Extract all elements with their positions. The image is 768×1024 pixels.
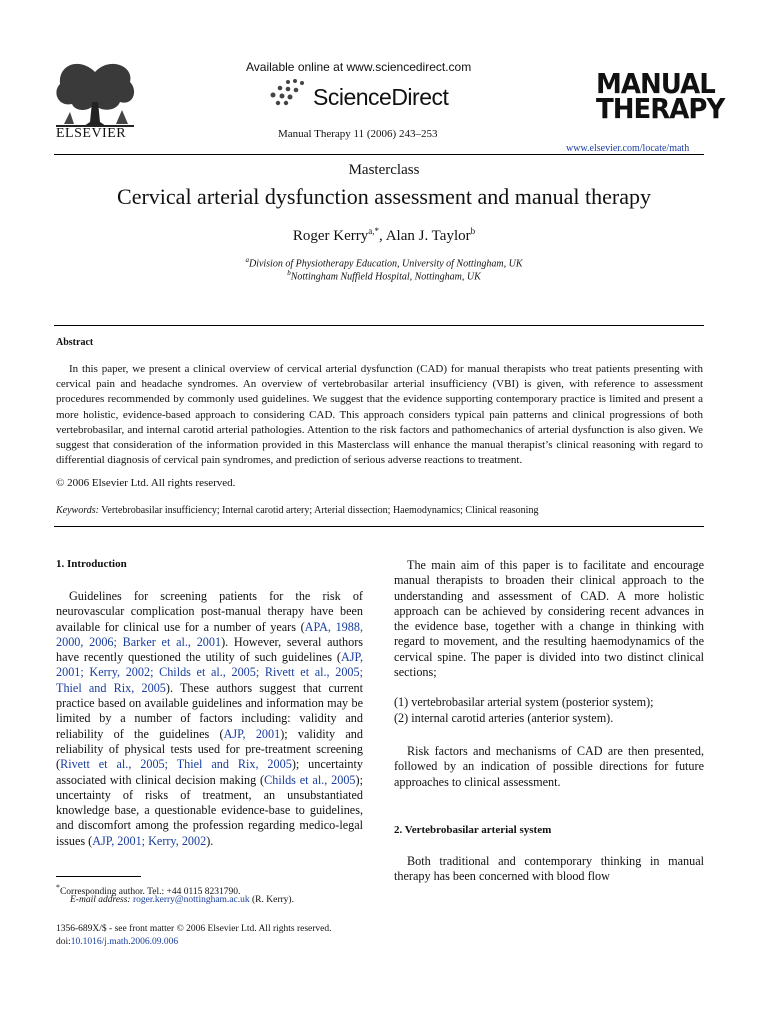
ref-link[interactable]: APA, 1988, 2000, 2006; Barker et al., 2001: [56, 619, 363, 649]
sciencedirect-logo-text: ScienceDirect: [313, 84, 449, 110]
ref-link[interactable]: Rivett et al., 2005; Thiel and Rix, 2005: [60, 757, 292, 772]
author-separator: ,: [379, 228, 386, 244]
publisher-name: ELSEVIER: [56, 126, 127, 141]
email-link[interactable]: roger.kerry@nottingham.ac.uk: [132, 895, 250, 905]
abstract-heading: Abstract: [56, 337, 94, 348]
intro-text: Guidelines for screening patients for the risk of neurovascular complication post-manual therapy have been available for clinical use for a number of years (: [56, 589, 363, 634]
manual-therapy-logo-line1: MANUAL: [596, 68, 715, 101]
keywords-list: Vertebrobasilar insufficiency; Internal carotid artery; Arterial dissection; Haemodynamics; Clinical reasoning: [98, 505, 539, 516]
intro-text: ); uncertainty of risks of treatment, an unsubstantiated knowledge base, a questionable evidence-base to guidelines, and discomfort among the profession regarding medico-legal issues (: [56, 772, 363, 848]
left-column: [56, 558, 363, 849]
intro-text: ).: [206, 833, 214, 848]
section-2-paragraph: Both traditional and contemporary thinking in manual therapy has been concerned with blood flow: [394, 853, 704, 884]
corresponding-text: Corresponding author. Tel.: +44 0115 8231790.: [59, 887, 241, 898]
keywords-divider: [54, 526, 704, 527]
ref-link[interactable]: AJP, 2001: [223, 726, 281, 741]
aim-paragraph: The main aim of this paper is to facilitate and encourage manual therapists to broaden their clinical approach to the understanding and assessment of CAD. A more holistic approach can be achieved by considering recent advances in the evidence base, together with a change in thinking with regard to movement, and the resulting haemodynamics of the cervical spine. The paper is divided into two distinct clinical sections;: [394, 558, 704, 680]
affiliation-a-text: Division of Physiotherapy Education, University of Nottingham, UK: [248, 258, 523, 270]
list-item-anterior: (2) internal carotid arteries (anterior system).: [394, 710, 614, 725]
article-title: Cervical arterial dysfunction assessment and manual therapy: [117, 184, 651, 209]
keywords-line: [56, 505, 704, 516]
author-kerry-affiliation-mark[interactable]: a,*: [368, 226, 380, 236]
abstract-copyright: © 2006 Elsevier Ltd. All rights reserved.: [56, 477, 236, 489]
intro-text: ). However, several authors have recently questioned the utility of such guidelines (: [56, 634, 363, 665]
journal-citation: Manual Therapy 11 (2006) 243–253: [278, 128, 438, 140]
risk-factors-paragraph: Risk factors and mechanisms of CAD are then presented, followed by an indication of possible directions for future approaches to clinical assessment.: [394, 743, 704, 789]
corresponding-mark: *: [56, 883, 60, 892]
affiliation-b-text: Nottingham Nuffield Hospital, Nottingham, UK: [290, 271, 481, 283]
affiliation-b: [0, 269, 768, 282]
email-suffix: (R. Kerry).: [249, 895, 294, 905]
affiliation-a: [0, 256, 768, 269]
article-type: Masterclass: [348, 162, 420, 178]
doi-label: doi:: [56, 937, 71, 947]
doi-link[interactable]: 10.1016/j.math.2006.09.006: [70, 937, 179, 947]
issn-line: 1356-689X/$ - see front matter © 2006 Elsevier Ltd. All rights reserved.: [56, 924, 332, 934]
intro-paragraph: [56, 589, 363, 849]
list-item-posterior: (1) vertebrobasilar arterial system (posterior system);: [394, 695, 654, 710]
intro-text: ); validity and reliability of physical tests used for pre-treatment screening (: [56, 726, 363, 772]
manual-therapy-logo: [596, 68, 725, 126]
intro-text: ). These authors suggest that current practice based on available guidelines and information may be limited by a number of factors including: validity and reliability of the guidelines (: [56, 680, 363, 741]
section-2-heading: 2. Vertebrobasilar arterial system: [394, 823, 552, 836]
intro-text: ); uncertainty associated with clinical decision making (: [56, 757, 363, 787]
affiliation-b-mark: b: [287, 269, 291, 277]
email-label: E-mail address:: [70, 895, 131, 905]
right-column: [394, 558, 704, 884]
ref-link[interactable]: AJP, 2001; Kerry, 2002; Childs et al., 2005; Rivett et al., 2005; Thiel and Rix, 2005: [56, 650, 363, 695]
available-online-text: Available online at www.sciencedirect.com: [246, 60, 472, 74]
ref-link[interactable]: Childs et al., 2005: [264, 772, 356, 787]
manual-therapy-logo-line2: THERAPY: [596, 93, 725, 126]
affiliation-a-mark: a: [245, 256, 249, 264]
doi-line: [56, 936, 376, 949]
ref-link[interactable]: AJP, 2001; Kerry, 2002: [92, 833, 207, 848]
abstract-body: In this paper, we present a clinical overview of cervical arterial dysfunction (CAD) for manual therapists who treat patients presenting with cervical pain and headache syndromes. An overview of vertebrobasilar arterial insufficiency (VBI) is given, with reference to assessment procedures recommended by commonly used guidelines. We suggest that the evidence supporting contemporary practice is limited and present a more holistic, evidence-based approach to considering CAD. This approach considers typical pain patterns and clinical progressions of both vertebrobasilar, and internal carotid arterial pathologies. Attention to the risk factors and pathomechanics of arterial dysfunction is also given. We suggest that consideration of the information provided in this Masterclass will enhance the manual therapist’s clinical reasoning with regard to differential diagnosis of cervical pain syndromes, and prediction of serious adverse reactions to treatment.: [56, 363, 703, 467]
header-divider: [54, 154, 704, 155]
sciencedirect-dots-icon: [268, 78, 312, 106]
abstract-top-divider: [54, 325, 704, 326]
author-taylor-affiliation-mark[interactable]: b: [470, 226, 476, 236]
author-list: [0, 226, 768, 245]
author-taylor: Alan J. Taylor: [385, 228, 471, 244]
journal-url-link[interactable]: www.elsevier.com/locate/math: [566, 143, 690, 154]
keywords-label: Keywords:: [56, 505, 99, 516]
footnote-divider: [56, 876, 141, 877]
email-note: [56, 894, 390, 907]
section-1-heading: 1. Introduction: [56, 558, 127, 570]
author-kerry: Roger Kerry: [292, 228, 369, 244]
